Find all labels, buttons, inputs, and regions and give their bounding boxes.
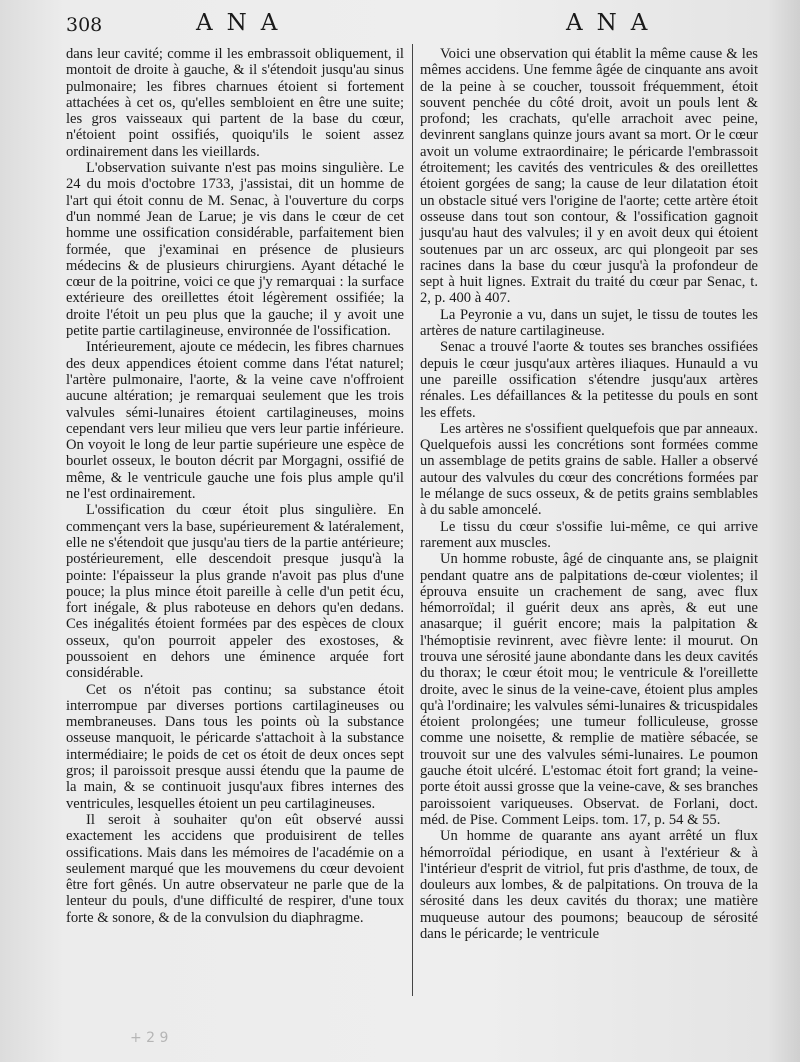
paragraph: Un homme robuste, âgé de cinquante ans, se plaignit pendant quatre ans de palpitations de-cœur violentes; il éprouva ensuite un crachement de sang, avec flux hémorroïdal; il guérit deux ans après, & eut une anasarque; il guérit encore; mais la palpitation & l'hémoptisie revinrent, avec fièvre lente: il mourut. On trouva une sérosité jaune abondante dans les deux cavités du thorax; le cœur étoit mou; le ventricule & l'oreillette droite, avec le sinus de la veine-cave, étoient plus amples qu'à l'ordinaire; les valvules sémi-lunaires & tricuspidales étoient prolongées; une tumeur folliculeuse, grosse comme une noisette, & remplie de matière sébacée, se trouvoit sur une des valvules sémi-lunaires. Le poumon gauche étoit ulcéré. L'estomac étoit fort grand; la veine-porte étoit aussi grosse que la veine-cave, & ses branches paroissoient variqueuses. Observat. de Forlani, doct. méd. de Pise. Comment Leips. tom. 17, p. 54 & 55. [420,551,758,828]
paragraph: Intérieurement, ajoute ce médecin, les fibres charnues des deux appendices étoient comme dans l'état naturel; l'artère pulmonaire, l'aorte, & la veine cave n'offroient aucune altération; je remarquai seulement que les trois valvules sémi-lunaires étoient cartilagineuses, moins cependant vers leur milieu que vers leur partie inférieure. On voyoit le long de leur partie supérieure une espèce de bourlet osseux, le bouton décrit par Morgagni, ossifié de même, & le ventricule gauche une fois plus ample qu'il ne l'est ordinairement. [66,339,404,503]
running-title-right: ANA [566,10,662,36]
running-title-left: ANA [196,10,292,36]
paragraph: Cet os n'étoit pas continu; sa substance étoit interrompue par diverses portions cartilagineuses ou membraneuses. Dans tous les points où la substance osseuse manquoit, le péricarde s'attachoit à la substance intermédiaire; le poids de cet os étoit de deux onces sept gros; il paroissoit presque aussi étendu que la paume de la main, & se continuoit jusqu'aux fibres internes des ventricules, lesquelles étoient un peu cartilagineuses. [66,681,404,812]
right-column [420,46,758,942]
paragraph: La Peyronie a vu, dans un sujet, le tissu de toutes les artères de nature cartilagineuse. [420,306,758,340]
paragraph: Les artères ne s'ossifient quelquefois que par anneaux. Quelquefois aussi les concrétions sont formées comme un assemblage de petits grains de sable. Haller a observé autour des valvules du cœur des concrétions formées par le mélange de sucs osseux, & de petits grains semblables à du sable amoncelé. [420,420,758,519]
paragraph: Senac a trouvé l'aorte & toutes ses branches ossifiées depuis le cœur jusqu'aux artères iliaques. Hunauld a vu une pareille ossification s'étendre jusqu'aux artères rénales. Les défaillances & la petitesse du pouls en sont les effets. [420,339,758,421]
page-header [66,10,766,44]
paragraph: Un homme de quarante ans ayant arrêté un flux hémorroïdal périodique, en usant à l'extérieur & à l'intérieur d'esprit de vitriol, fut pris d'asthme, de toux, de douleurs aux lombes, & de palpitations. On trouva de la sérosité dans les deux cavités du thorax; une matière muqueuse autour des poumons; beaucoup de sérosité dans le péricarde; le ventricule [420,828,758,943]
paragraph: Voici une observation qui établit la même cause & les mêmes accidens. Une femme âgée de cinquante ans avoit de la peine à se coucher, toussoit fréquemment, étoit souvent penchée du côté droit, avoit un pouls lent & profond; les crachats, qu'elle arrachoit avec peine, devinrent sanglans quinze jours avant sa mort. Or le cœur avoit un volume extraordinaire; le péricarde l'embrassoit étroitement; les cavités des ventricules & des oreillettes étoient gorgées de sang; la cause de leur dilatation étoit un obstacle situé vers l'origine de l'aorte; cette artère étoit osseuse dans tout son contour, & l'ossification gagnoit jusqu'au haut des valvules; il y en avoit deux qui étoient soutenues par un arc osseux, arc qui plongeoit par ses racines dans la base du cœur jusqu'à la profondeur de sept à huit lignes. Extrait du traité du cœur par Senac, t. 2, p. 400 à 407. [420,46,758,307]
paragraph: L'observation suivante n'est pas moins singulière. Le 24 du mois d'octobre 1733, j'assistai, dit un homme de l'art qui étoit connu de M. Senac, à l'ouverture du corps d'un nommé Jean de Larue; je vis dans le cœur de cet homme une ossification considérable, parfaitement bien formée, que j'examinai en présence de plusieurs médecins & de plusieurs chirurgiens. Ayant détaché le cœur de la poitrine, voici ce que j'y remarquai : la surface extérieure des oreillettes étoit légèrement ossifiée; la droite l'étoit un peu plus que la gauche; il y avoit une petite partie cartilagineuse, environnée de l'ossification. [66,160,404,340]
column-divider [412,44,413,996]
paragraph: Il seroit à souhaiter qu'on eût observé aussi exactement les accidens que produisirent de telles ossifications. Mais dans les mémoires de l'académie on a seulement marqué que les mouvemens du cœur devoient être fort gênés. Un autre observateur ne parle que de la lenteur du pouls, d'une difficulté de respirer, d'une toux forte & sonore, & de la convulsion du diaphragme. [66,811,404,926]
paragraph: dans leur cavité; comme il les embrassoit obliquement, il montoit de droite à gauche, & il s'étendoit jusqu'au sinus pulmonaire; les fibres charnues étoient si fortement attachées à cet os, qu'elles sembloient en être une suite; les gros vaisseaux qui partent de la base du cœur, n'étoient point ossifiés, quoiqu'ils le soient assez ordinairement dans les vieillards. [66,46,404,160]
paragraph: L'ossification du cœur étoit plus singulière. En commençant vers la base, supérieurement & latéralement, elle ne s'étendoit que jusqu'au tiers de la partie antérieure; postérieurement, elle descendoit presque jusqu'à la pointe: l'épaisseur la plus grande n'avoit pas plus d'une pouce; la plus mince étoit pareille à celle d'un petit écu, fort inégale, & plus raboteuse en dehors qu'en dedans. Ces inégalités étoient formées par des espèces de cloux osseux, qu'on pourroit appeler des exostoses, & poussoient en dehors une éminence arquée fort considérable. [66,502,404,682]
page-number: 308 [66,14,103,36]
left-column [66,46,404,926]
faint-mark: + 2 9 [130,1030,169,1046]
paragraph: Le tissu du cœur s'ossifie lui-même, ce qui arrive rarement aux muscles. [420,518,758,551]
